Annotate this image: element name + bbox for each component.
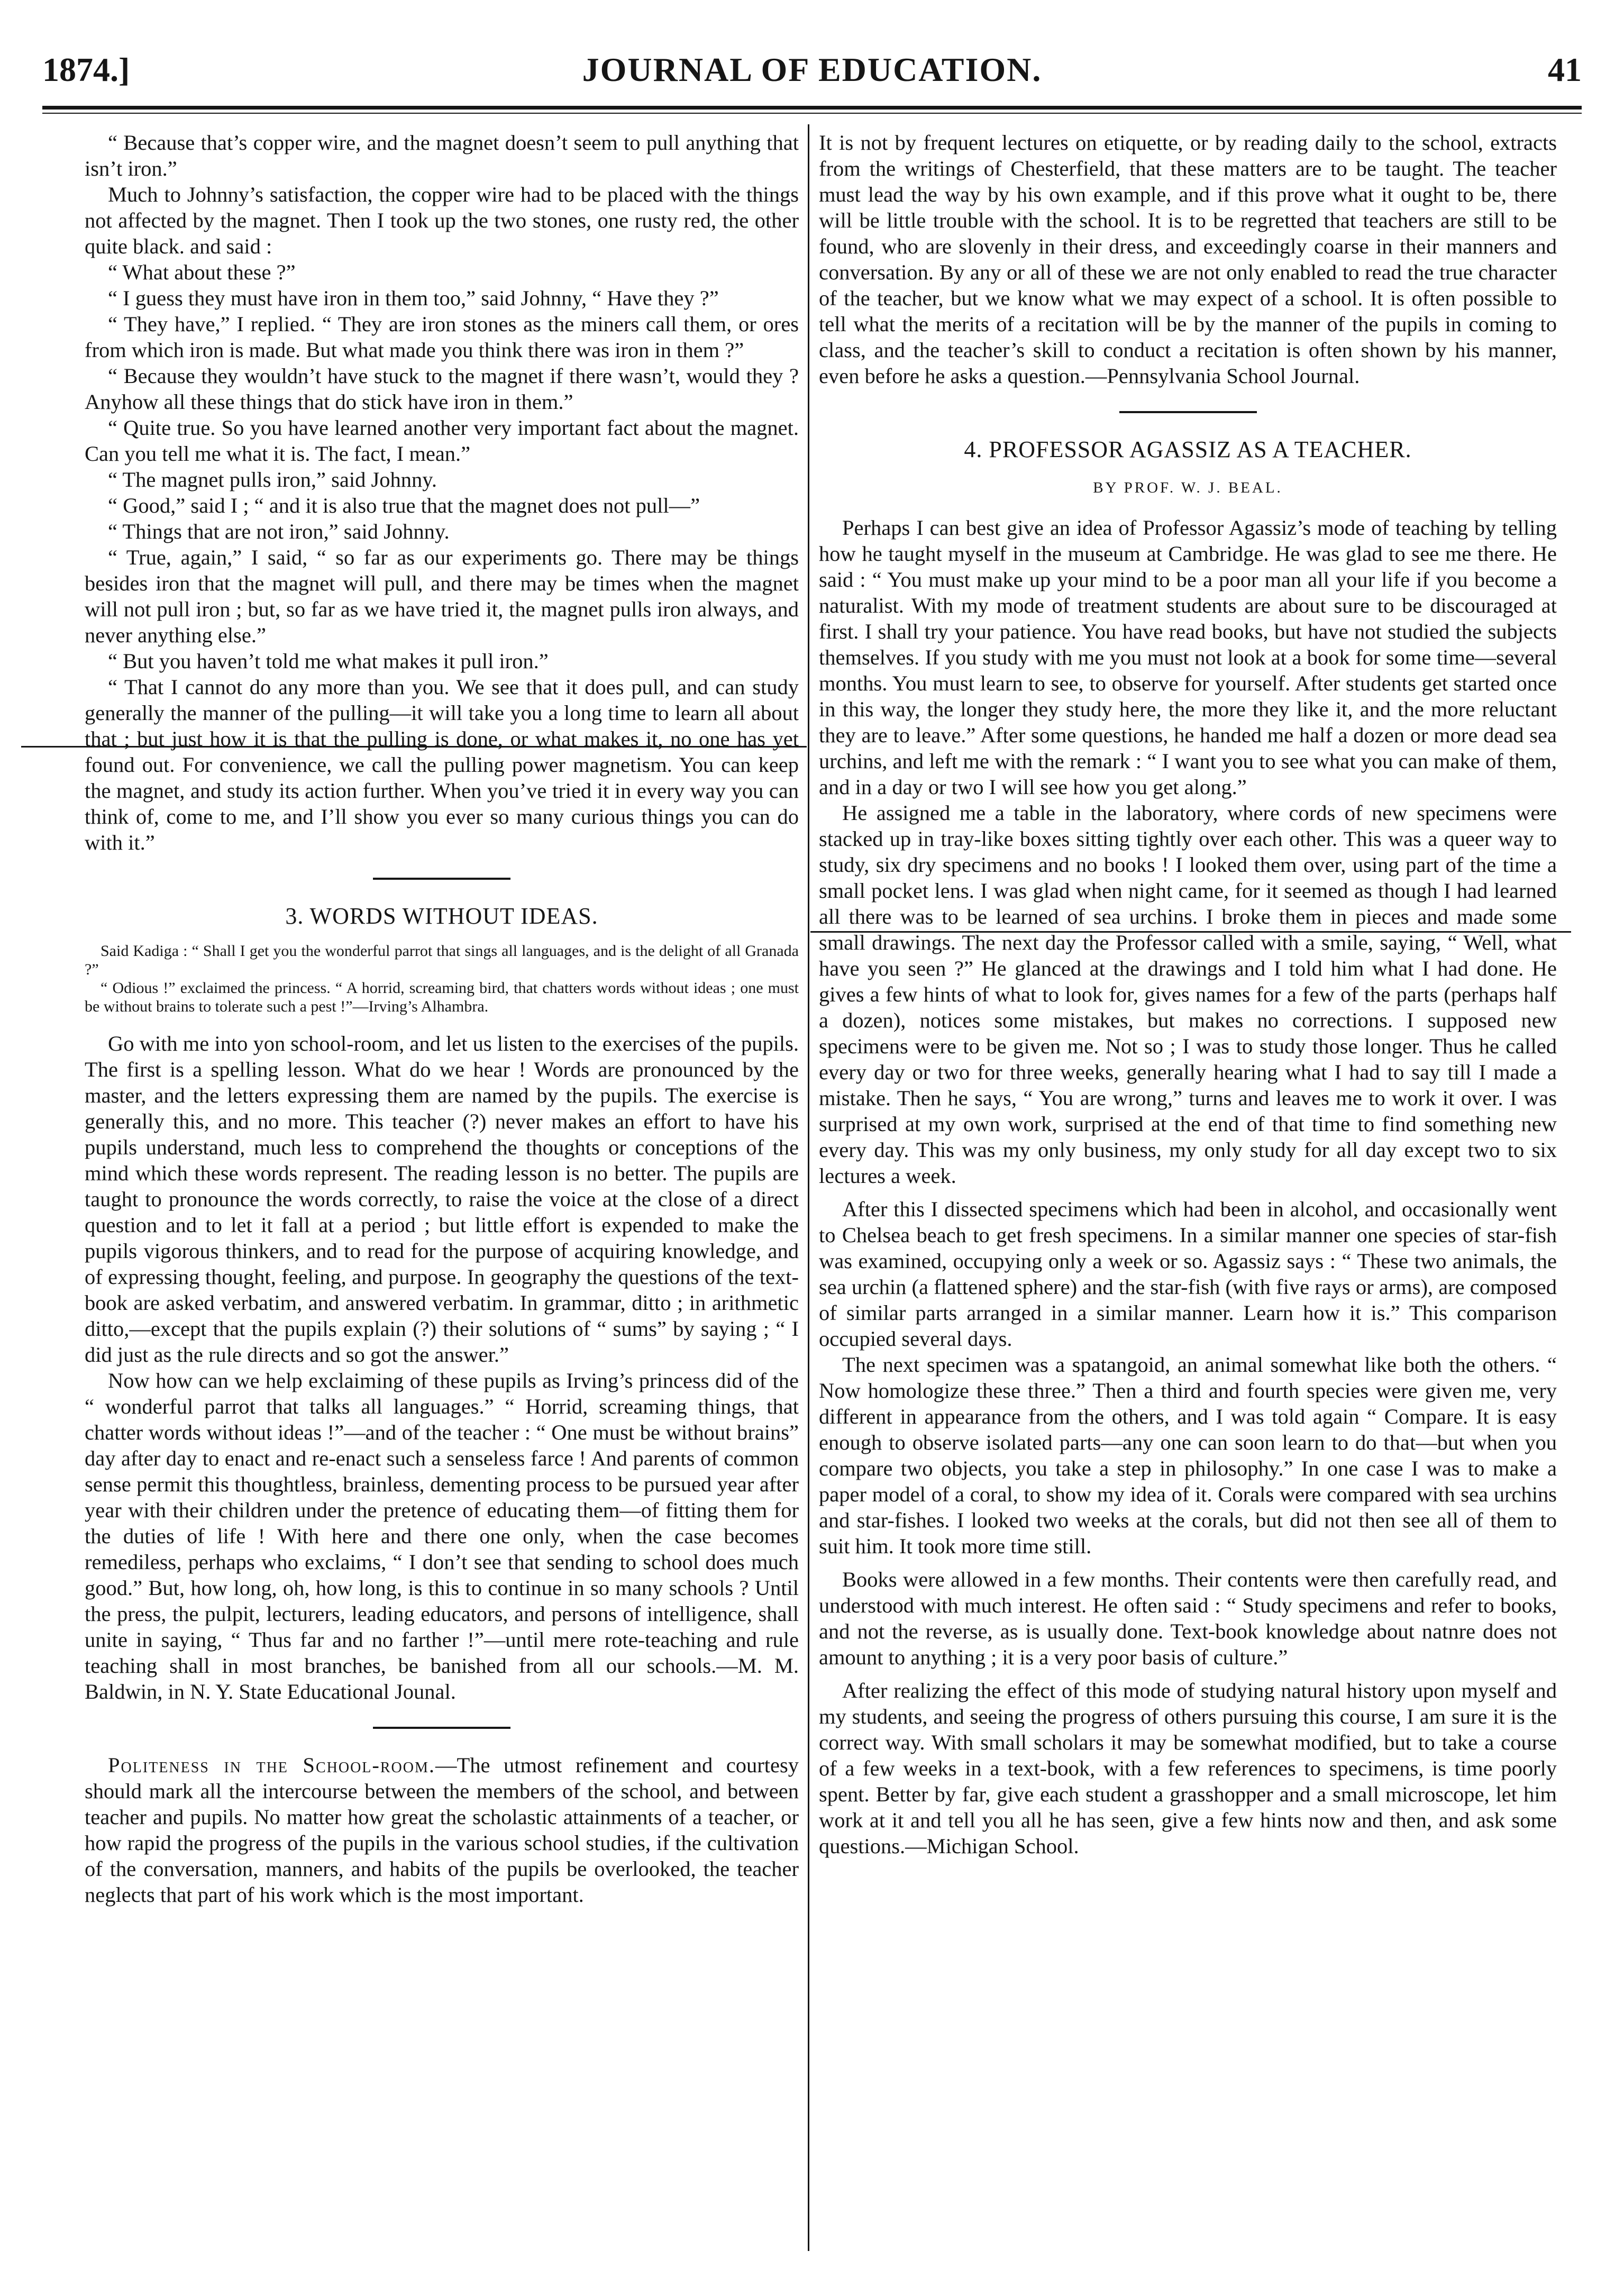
politeness-paragraph	[85, 1752, 799, 1908]
paragraph: “ Things that are not iron,” said Johnny.	[108, 520, 450, 543]
magnet-article	[85, 130, 799, 855]
paragraph: “ I guess they must have iron in them too,” said Johnny, “ Have they ?”	[108, 286, 719, 310]
paragraph: Now how can we help exclaiming of these pupils as Irving’s princess did of the “ wonderful parrot that talks all languages.” “ Horrid, screaming things, that chatter words without ideas !”—and of the teacher : “ One must be without brains” day after day to enact and re-enact such a senseless farce ! And parents of common sense permit this thoughtless, brainless, dementing process to be pursued year after year with their children under the pretence of educating them—of fitting them for the duties of life ! With here and there one only, when the case becomes remediless, perhaps who exclaims, “ I don’t see that sending to school does much good.” But, how long, oh, how long, is this to continue in so many schools ? Until the press, the pulpit, lecturers, leading educators, and persons of intelligence, shall unite in saying, “ Thus far and no farther !”—until mere rote-teaching and rule teaching shall in most branches, be banished from all our schools.—M. M. Baldwin, in N. Y. State Educational Jounal.	[85, 1369, 799, 1703]
section-separator	[373, 878, 510, 880]
paragraph: “ True, again,” I said, “ so far as our experiments go. There may be things besides iron that the magnet will pull, and there may be times when the magnet will not pull iron ; but, so far as we have tried it, the magnet pulls iron always, and never anything else.”	[85, 545, 799, 647]
paragraph: He assigned me a table in the laboratory, where cords of new specimens were stacked up in tray-like boxes sitting tightly over each other. This was a queer way to study, six dry specimens and no books ! I looked them over, using part of the time a small pocket lens. I was glad when night came, for it seemed as though I had learned all there was to be learned of sea urchins. I broke them in pieces and made some small drawings. The next day the Professor called with a smile, saying, “ Well, what have you seen ?” He glanced at the drawings and I told him what I had done. He gives a few hints of what to look for, gives names for a few of the parts (perhaps half a dozen), notices some mistakes, but makes no corrections. I supposed new specimens were to be given me. Not so ; I was to study those longer. Thus he called every day or two for three weeks, generally hearing what I had to say till I made a mistake. Then he says, “ You are wrong,” turns and leaves me to work it over. I was surprised at my own work, surprised at the end of that time to find something new every day. This was my only business, my only study for all day except two to six lectures a week.	[819, 801, 1557, 1188]
paragraph: Go with me into yon school-room, and let us listen to the exercises of the pupils. The first is a spelling lesson. What do we hear ! Words are pronounced by the master, and the letters expressing them are named by the pupils. The exercise is generally this, and no more. This teacher (?) never makes an effort to have his pupils understand, much less to comprehend the thoughts or conceptions of the mind which these words represent. The reading lesson is no better. The pupils are taught to pronounce the words correctly, to raise the voice at the close of a direct question and to let it fall at a period ; but little effort is expended to make the pupils vigorous thinkers, and to read for the purpose of acquiring knowledge, and of expressing thought, feeling, and purpose. In geography the questions of the text-book are asked verbatim, and answered verbatim. In grammar, ditto ; in arithmetic ditto,—except that the pupils explain (?) their solutions of “ sums” by saying ; “ I did just as the rule directs and so got the answer.”	[85, 1032, 799, 1366]
paragraph: After this I dissected specimens which had been in alcohol, and occasionally went to Chelsea beach to get fresh specimens. In a similar manner one species of star-fish was examined, occupying only a week or so. Agassiz says : “ These two animals, the sea urchin (a flattened sphere) and the star-fish (with five rays or arms), are composed of similar parts arranged in a similar manner. Learn how it is.” This comparison occupied several days.	[819, 1197, 1557, 1351]
right-column	[819, 130, 1557, 1859]
paragraph: Perhaps I can best give an idea of Professor Agassiz’s mode of teaching by telling how he taught myself in the museum at Cambridge. He was glad to see me there. He said : “ You must make up your mind to be a poor man all your life if you become a naturalist. With my mode of treatment students are about sure to be discouraged at first. I shall try your patience. You have read books, but have not studied the subjects themselves. If you study with me you must not look at a book for some time—several months. You must learn to see, to observe for yourself. After students get started once in this way, the longer they study here, the more they like it, and the more reluctant they are to leave.” After some questions, he handed me half a dozen or more dead sea urchins, and left me with the remark : “ I want you to see what you can make of them, and in a day or two I will see how you get along.”	[819, 516, 1557, 799]
paragraph: “ What about these ?”	[108, 260, 296, 284]
byline: BY PROF. W. J. BEAL.	[1093, 479, 1283, 496]
paragraph: It is not by frequent lectures on etiquette, or by reading daily to the school, extracts from the writings of Chesterfield, that these matters are to be taught. The teacher must lead the way by his own example, and if this prove what it ought to be, there will be little trouble with the school. It is to be regretted that teachers are still to be found, who are slovenly in their dress, and exceedingly coarse in their manners and conversation. By any or all of these we are not only enabled to read the true character of the teacher, but we know what we may expect of a school. It is often possible to tell what the merits of a recitation will be by the manner of the pupils in coming to class, and the teacher’s skill to conduct a recitation is often shown by his manner, even before he asks a question.—Pennsylvania School Journal.	[819, 131, 1557, 388]
epigraph-line: “ Odious !” exclaimed the princess. “ A horrid, screaming bird, that chatters words without ideas ; one must be without brains to tolerate such a pest !”—Irving’s Alhambra.	[85, 979, 799, 1015]
header-year: 1874.]	[42, 51, 130, 88]
left-column	[85, 130, 799, 1908]
journal-title: JOURNAL OF EDUCATION.	[582, 51, 1042, 88]
politeness-lead: Politeness in the School-room.	[108, 1753, 436, 1777]
paragraph: Much to Johnny’s satisfaction, the copper wire had to be placed with the things not affected by the magnet. Then I took up the two stones, one rusty red, the other quite black. and said :	[85, 183, 799, 258]
paragraph: “ The magnet pulls iron,” said Johnny.	[108, 468, 437, 491]
page-header	[42, 49, 1582, 96]
epigraph	[85, 942, 799, 1016]
politeness-text: —The utmost refinement and courtesy should mark all the intercourse between the members of the school, and between teacher and pupils. No matter how great the scholastic attainments of a teacher, or how rapid the progress of the pupils in the various school studies, if the cultivation of the conversation, manners, and habits of the pupils be overlooked, the teacher neglects that part of his work which is the most important.	[85, 1753, 799, 1907]
paragraph: “ But you haven’t told me what makes it pull iron.”	[108, 649, 549, 673]
paragraph: “ Because they wouldn’t have stuck to the magnet if there wasn’t, would they ? Anyhow all these things that do stick have iron in them.”	[85, 364, 799, 414]
column-divider	[808, 124, 809, 2251]
section-heading: 3. WORDS WITHOUT IDEAS.	[285, 903, 598, 929]
paragraph: “ Good,” said I ; “ and it is also true that the magnet does not pull—”	[108, 494, 700, 517]
paragraph: After realizing the effect of this mode of studying natural history upon myself and my students, and seeing the progress of others pursuing this course, I am sure it is the correct way. With small scholars it may be somewhat modified, but to take a course of a few weeks in a text-book, with a few references to specimens, is time poorly spent. Better by far, give each student a grasshopper and a small microscope, let him work at it and tell you all he has seen, give a few hints now and then, and ask some questions.—Michigan School.	[819, 1679, 1557, 1858]
paragraph: Books were allowed in a few months. Their contents were then carefully read, and understood with much interest. He often said : “ Study specimens and refer to books, and not the reverse, as is usually done. Text-book knowledge about natnre does not amount to anything ; it is a very poor basis of culture.”	[819, 1568, 1557, 1669]
header-rule-thick	[42, 106, 1582, 110]
paragraph: “ They have,” I replied. “ They are iron stones as the miners call them, or ores from which iron is made. But what made you think there was iron in them ?”	[85, 312, 799, 362]
paragraph: The next specimen was a spatangoid, an animal somewhat like both the others. “ Now homologize these three.” Then a third and fourth species were given me, very different in appearance from the others, and I was told again “ Compare. It is easy enough to observe isolated parts—any one can soon learn to do that—but when you compare two objects, you take a step in philosophy.” In one case I was to make a paper model of a coral, to show my idea of it. Corals were compared with sea urchins and star-fishes. I looked two weeks at the corals, but did not then see all of them to suit him. It took more time still.	[819, 1353, 1557, 1558]
section-separator	[1119, 411, 1257, 413]
paragraph: “ Because that’s copper wire, and the magnet doesn’t seem to pull anything that isn’t iron.”	[85, 131, 799, 180]
header-rule-thin	[42, 113, 1582, 114]
paragraph: “ Quite true. So you have learned another very important fact about the magnet. Can you tell me what it is. The fact, I mean.”	[85, 416, 799, 466]
page-number: 41	[1548, 51, 1582, 88]
paragraph: “ That I cannot do any more than you. We see that it does pull, and can study generally the manner of the pulling—it will take you a long time to learn all about that ; but just how it is that the pulling is done, or what makes it, no one has yet found out. For convenience, we call the pulling power magnetism. You can keep the magnet, and study its action further. When you’ve tried it in every way you can think of, come to me, and I’ll show you ever so many curious things you can do with it.”	[85, 675, 799, 854]
epigraph-line: Said Kadiga : “ Shall I get you the wonderful parrot that sings all languages, and is the delight of all Granada ?”	[85, 942, 799, 978]
section-separator	[373, 1727, 510, 1729]
section-heading: 4. PROFESSOR AGASSIZ AS A TEACHER.	[964, 436, 1412, 462]
